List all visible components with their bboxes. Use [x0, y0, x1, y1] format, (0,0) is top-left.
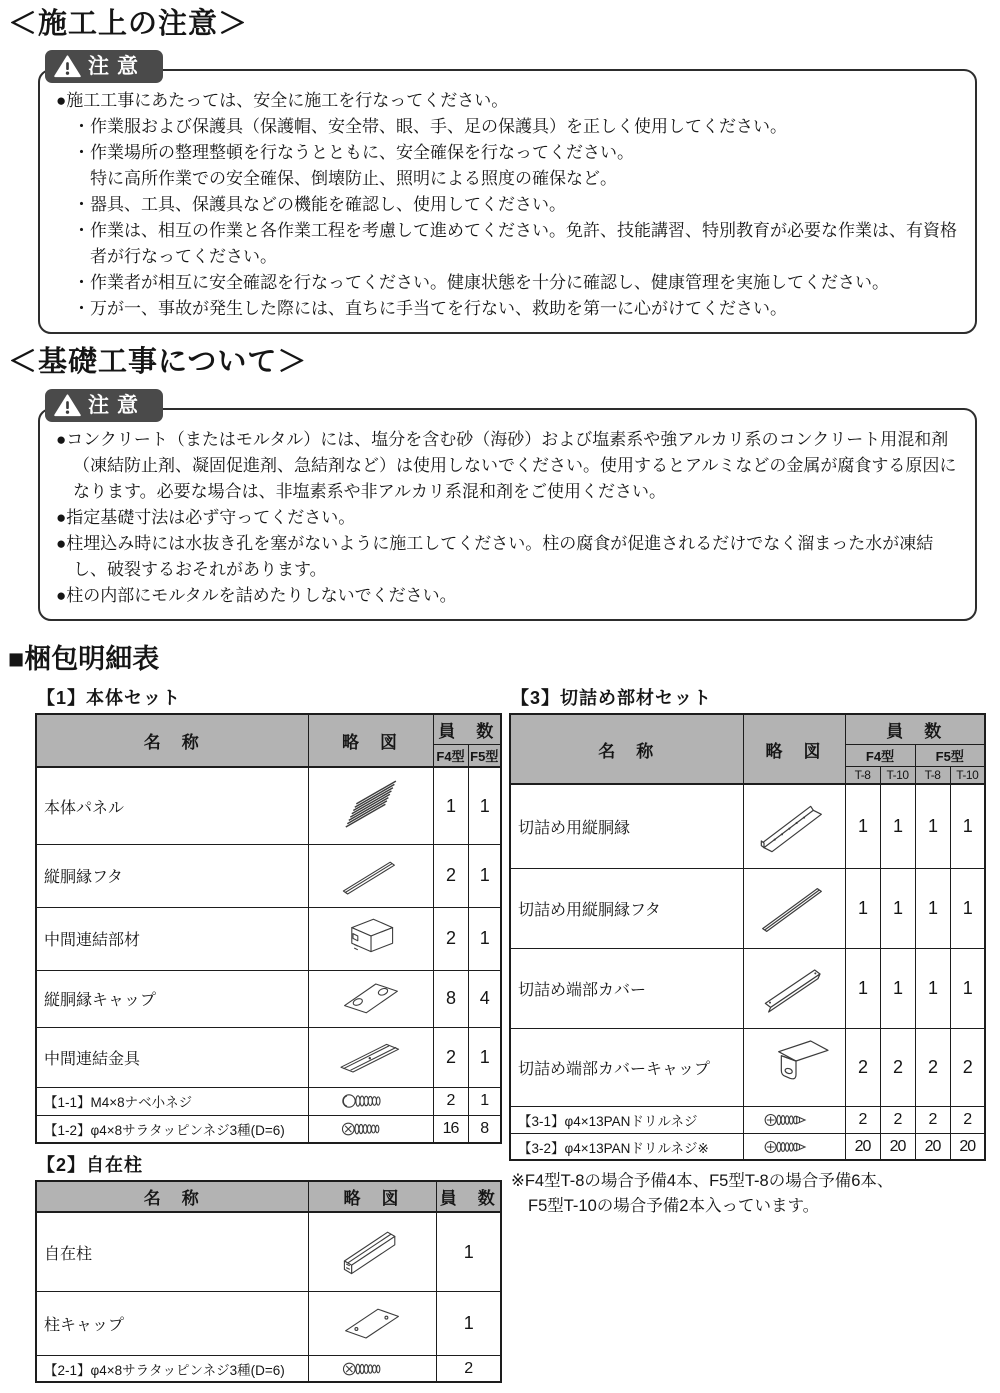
caution-item: ●柱の内部にモルタルを詰めたりしないでください。 — [56, 585, 457, 605]
caution-item: ・作業者が相互に安全確認を行なってください。健康状態を十分に確認し、健康管理を実施してください。 — [73, 273, 889, 293]
qty-value: 2 — [433, 907, 468, 970]
caution-item: 特に高所作業での安全確保、倒壊防止、照明による照度の確保など。 — [90, 169, 617, 189]
qty-value: 1 — [950, 868, 985, 948]
parts-table — [35, 1180, 502, 1383]
caution-item: ●コンクリート（またはモルタル）には、塩分を含む砂（海砂）および塩素系や強アルカリ系のコンクリート用混和剤（凍結防止剤、凝固促進剤、急結剤など）は使用しないでください。使用するとアルミなどの金属が腐食する原因になります。必要な場合は、非塩素系や非アルカリ系混和剤をご使用ください。 — [56, 429, 957, 501]
table-label-body-set: 【1】本体セット — [37, 688, 182, 709]
table-row — [36, 1027, 501, 1087]
caution-item: ●施工工事にあたっては、安全に施工を行なってください。 — [56, 91, 509, 111]
caution-box-foundation — [38, 393, 977, 621]
qty-value: 2 — [915, 1106, 950, 1133]
qty-value: 2 — [433, 1087, 468, 1115]
qty-value: 4 — [468, 970, 501, 1027]
table-row — [36, 1291, 501, 1355]
part-diagram-cell — [308, 970, 433, 1027]
section-title-foundation: ＜基礎工事について＞ — [8, 346, 308, 379]
qty-value: 1 — [436, 1212, 501, 1291]
caution-badge — [45, 389, 163, 422]
qty-value: 1 — [950, 784, 985, 868]
table-row — [36, 907, 501, 970]
qty-value: 1 — [468, 844, 501, 907]
name-column-header: 名 称 — [36, 714, 308, 767]
part-diagram-cell — [743, 784, 845, 868]
caution-item: ●柱埋込み時には水抜き孔を塞がないように施工してください。柱の腐食が促進されるだけでなく溜まった水が凍結し、破裂するおそれがあります。 — [56, 533, 934, 579]
table-label-cut-parts-set: 【3】切詰め部材セット — [511, 688, 713, 709]
qty-column-header: 員 数 — [845, 714, 985, 745]
qty-value: 2 — [436, 1355, 501, 1382]
table-row — [510, 1028, 985, 1106]
qty-value: 1 — [468, 767, 501, 844]
part-name: 切詰め端部カバー — [510, 948, 743, 1028]
size-column-header: T-8 — [915, 767, 950, 785]
table-body-set-container — [35, 713, 501, 1144]
qty-value: 1 — [468, 907, 501, 970]
part-diagram-cell — [308, 907, 433, 970]
caution-list — [56, 425, 959, 609]
plate-holes-icon — [321, 972, 421, 1026]
part-diagram-cell — [743, 1028, 845, 1106]
qty-value: 2 — [950, 1028, 985, 1106]
part-diagram-cell — [308, 1115, 433, 1143]
drill-screw-icon — [761, 1110, 827, 1130]
qty-value: 1 — [915, 784, 950, 868]
caution-item: ・作業場所の整理整頓を行なうとともに、安全確保を行なってください。 — [73, 143, 634, 163]
qty-value: 8 — [468, 1115, 501, 1143]
size-column-header: T-8 — [845, 767, 880, 785]
name-column-header: 名 称 — [36, 1181, 308, 1212]
part-diagram-cell — [743, 948, 845, 1028]
table-row — [510, 784, 985, 868]
caution-item: ・器具、工具、保護具などの機能を確認し、使用してください。 — [73, 195, 566, 215]
panel-stack-icon — [321, 779, 421, 833]
part-diagram-cell — [308, 1291, 436, 1355]
part-diagram-cell — [308, 1027, 433, 1087]
qty-value: 1 — [468, 1027, 501, 1087]
part-name: 柱キャップ — [36, 1291, 308, 1355]
part-name: 中間連結部材 — [36, 907, 308, 970]
qty-value: 20 — [950, 1133, 985, 1160]
post-icon — [322, 1225, 422, 1279]
qty-value: 1 — [950, 948, 985, 1028]
part-name: 切詰め端部カバーキャップ — [510, 1028, 743, 1106]
qty-value: 1 — [436, 1291, 501, 1355]
qty-value: 20 — [845, 1133, 880, 1160]
qty-value: 8 — [433, 970, 468, 1027]
part-name: 本体パネル — [36, 767, 308, 844]
caution-item: ・作業服および保護具（保護帽、安全帯、眼、手、足の保護具）を正しく使用してください。 — [73, 117, 787, 137]
table-row — [36, 767, 501, 844]
part-diagram-cell — [743, 868, 845, 948]
table-row — [36, 1087, 501, 1115]
packing-list-heading: ■梱包明細表 — [8, 643, 160, 674]
table-row — [36, 1115, 501, 1143]
qty-value: 2 — [880, 1106, 915, 1133]
table-row — [36, 1355, 501, 1382]
qty-value: 2 — [950, 1106, 985, 1133]
caution-item: ●指定基礎寸法は必ず守ってください。 — [56, 507, 356, 527]
caution-badge-label: 注意 — [88, 55, 146, 79]
part-name: 切詰め用縦胴縁 — [510, 784, 743, 868]
qty-value: 2 — [880, 1028, 915, 1106]
part-name: 自在柱 — [36, 1212, 308, 1291]
table-free-post-container — [35, 1180, 501, 1383]
warning-triangle-icon — [54, 55, 81, 78]
packing-tables — [35, 682, 984, 1383]
caution-badge-label: 注意 — [88, 393, 146, 417]
qty-value: 1 — [845, 868, 880, 948]
qty-value: 1 — [915, 868, 950, 948]
name-column-header: 名 称 — [510, 714, 743, 784]
caution-badge — [45, 50, 163, 83]
model-column-header: F4型 — [433, 745, 468, 768]
table-row — [36, 1212, 501, 1291]
qty-column-header: 員 数 — [433, 714, 501, 745]
qty-value: 1 — [845, 784, 880, 868]
part-name: 切詰め用縦胴縁フタ — [510, 868, 743, 948]
qty-value: 2 — [845, 1028, 880, 1106]
qty-value: 1 — [468, 1087, 501, 1115]
qty-value: 1 — [880, 868, 915, 948]
qty-value: 1 — [845, 948, 880, 1028]
channel-holes-icon — [744, 797, 848, 857]
spare-screws-note — [511, 1169, 985, 1219]
bracket-cap-icon — [744, 1037, 848, 1097]
size-column-header: T-10 — [950, 767, 985, 785]
plate-cap-icon — [322, 1296, 422, 1350]
diagram-column-header: 略 図 — [308, 714, 433, 767]
table-row — [510, 1106, 985, 1133]
qty-value: 16 — [433, 1115, 468, 1143]
part-diagram-cell — [308, 1355, 436, 1382]
table-row — [36, 844, 501, 907]
caution-box-construction — [38, 55, 977, 334]
part-name: 【1-1】M4×8ナベ小ネジ — [36, 1087, 308, 1115]
part-name: 【3-1】φ4×13PANドリルネジ — [510, 1106, 743, 1133]
part-name: 縦胴縁フタ — [36, 844, 308, 907]
caution-item: ・作業は、相互の作業と各作業工程を考慮して進めてください。免許、技能講習、特別教育が必要な作業は、有資格者が行なってください。 — [73, 221, 957, 267]
caution-item: ・万が一、事故が発生した際には、直ちに手当てを行ない、救助を第一に心がけてください。 — [73, 299, 787, 319]
long-bar-icon — [744, 878, 848, 938]
section-title-construction: ＜施工上の注意＞ — [8, 8, 249, 40]
part-name: 【3-2】φ4×13PANドリルネジ※ — [510, 1133, 743, 1160]
part-name: 【2-1】φ4×8サラタッピンネジ3種(D=6) — [36, 1355, 308, 1382]
qty-value: 20 — [915, 1133, 950, 1160]
qty-value: 2 — [433, 1027, 468, 1087]
angle-cover-icon — [744, 958, 848, 1018]
caution-list — [56, 86, 959, 322]
parts-table — [509, 713, 986, 1161]
csk-screw-icon — [339, 1359, 405, 1379]
diagram-column-header: 略 図 — [308, 1181, 436, 1212]
part-diagram-cell — [308, 844, 433, 907]
model-column-header: F5型 — [468, 745, 501, 768]
size-column-header: T-10 — [880, 767, 915, 785]
part-diagram-cell — [743, 1106, 845, 1133]
packing-tables-right-column — [509, 682, 985, 1219]
csk-screw-icon — [338, 1119, 404, 1139]
qty-value: 2 — [915, 1028, 950, 1106]
note-line: ※F4型T-8の場合予備4本、F5型T-8の場合予備6本、 — [511, 1172, 894, 1191]
table-row — [510, 1133, 985, 1160]
note-line: F5型T-10の場合予備2本入っています。 — [528, 1197, 820, 1216]
table-row — [36, 970, 501, 1027]
qty-column-header: 員 数 — [436, 1181, 501, 1212]
part-diagram-cell — [308, 1087, 433, 1115]
qty-value: 2 — [433, 844, 468, 907]
qty-value: 1 — [915, 948, 950, 1028]
table-cut-parts-container — [509, 713, 985, 1161]
part-diagram-cell — [308, 767, 433, 844]
flat-bracket-icon — [321, 1030, 421, 1084]
diagram-column-header: 略 図 — [743, 714, 845, 784]
thin-bar-icon — [321, 849, 421, 903]
parts-table — [35, 713, 502, 1144]
warning-triangle-icon — [54, 394, 81, 417]
model-column-header: F5型 — [915, 745, 985, 767]
qty-value: 2 — [845, 1106, 880, 1133]
part-name: 中間連結金具 — [36, 1027, 308, 1087]
qty-value: 1 — [880, 784, 915, 868]
table-row — [510, 868, 985, 948]
table-row — [510, 948, 985, 1028]
part-diagram-cell — [308, 1212, 436, 1291]
qty-value: 20 — [880, 1133, 915, 1160]
pan-screw-icon — [338, 1091, 404, 1111]
part-name: 縦胴縁キャップ — [36, 970, 308, 1027]
qty-value: 1 — [880, 948, 915, 1028]
model-column-header: F4型 — [845, 745, 915, 767]
drill-screw-icon — [761, 1137, 827, 1157]
part-diagram-cell — [743, 1133, 845, 1160]
table-label-free-post: 【2】自在柱 — [37, 1155, 144, 1176]
packing-tables-left-column — [35, 682, 501, 1383]
part-name: 【1-2】φ4×8サラタッピンネジ3種(D=6) — [36, 1115, 308, 1143]
channel-icon — [321, 912, 421, 966]
qty-value: 1 — [433, 767, 468, 844]
